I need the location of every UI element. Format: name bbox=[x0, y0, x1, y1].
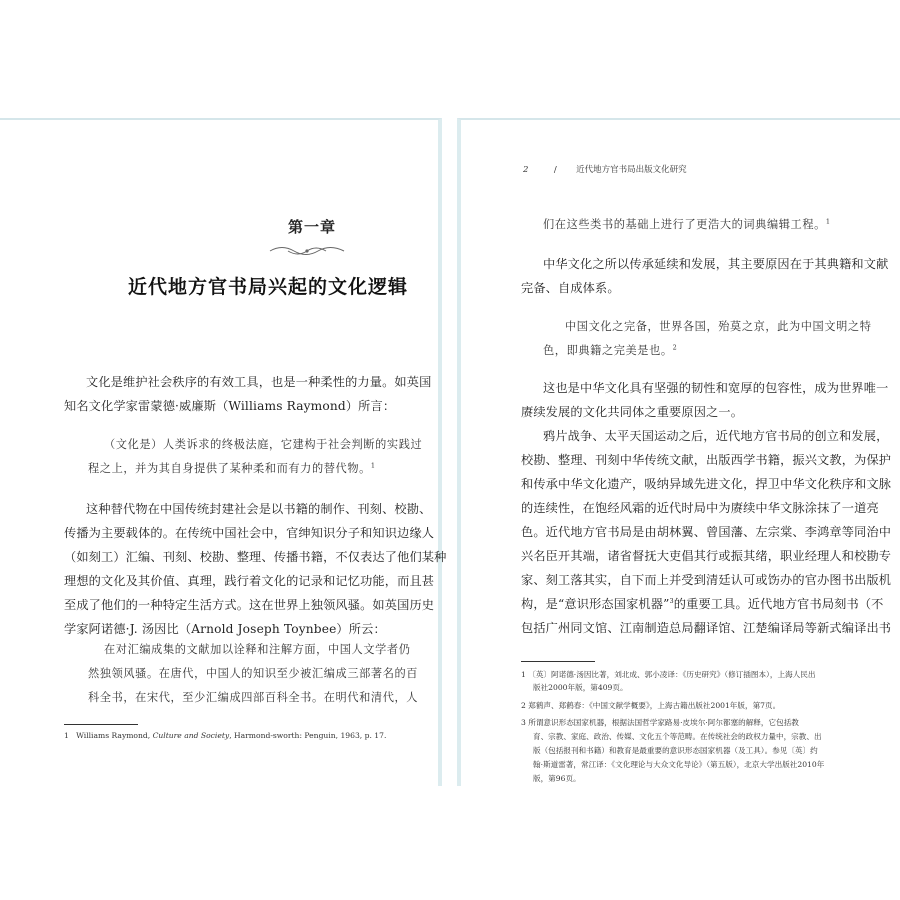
body-line: 传播为主要载体的。在传统中国社会中，官绅知识分子和知识边缘人 bbox=[64, 526, 435, 540]
body-line: 知名文化学家雷蒙德·威廉斯（Williams Raymond）所言： bbox=[64, 399, 396, 413]
footnote: 2 郑鹤声、郑鹤春：《中国文献学概要》，上海古籍出版社2001年版，第7页。 bbox=[521, 701, 781, 710]
chapter-title: 近代地方官书局兴起的文化逻辑 bbox=[128, 276, 409, 298]
body-line: 学家阿诺德·J. 汤因比（Arnold Joseph Toynbee）所云： bbox=[64, 622, 386, 636]
running-header: 2 / 近代地方官书局出版文化研究 bbox=[523, 165, 687, 175]
quote-line: 科全书，在宋代，至少汇编成四部百科全书。在明代和清代，人 bbox=[88, 691, 419, 704]
body-line: 文化是维护社会秩序的有效工具，也是一种柔性的力量。如英国 bbox=[86, 375, 432, 389]
body-line: 家、刻工落其实，自下而上并受到清廷认可或饬办的官办图书出版机 bbox=[521, 573, 892, 587]
footnote: 版社2000年版，第409页。 bbox=[533, 683, 628, 692]
footnote: 版，第96页。 bbox=[533, 774, 581, 783]
body-line: 校勘、整理、刊刻中华传统文献，出版西学书籍，振兴文教，为保护 bbox=[521, 453, 892, 467]
footnote: 1 〔英〕阿诺德·汤因比著，刘北成、郭小凌译：《历史研究》（修订插图本），上海人民出 bbox=[521, 670, 816, 679]
footnote: 翰·斯道雷著，常江译：《文化理论与大众文化导论》（第五版），北京大学出版社2010年 bbox=[533, 760, 825, 769]
quote-line: 中国文化之完备，世界各国，殆莫之京，此为中国文明之特 bbox=[565, 320, 872, 333]
body-line: 和传承中华文化遗产，吸纳异域先进文化，捍卫中华文化秩序和文脉 bbox=[521, 477, 892, 491]
left-page bbox=[0, 118, 447, 786]
running-title: 近代地方官书局出版文化研究 bbox=[576, 165, 687, 175]
quote-line: 们在这些类书的基础上进行了更浩大的词典编辑工程。$^1$ bbox=[543, 217, 831, 231]
body-line: 兴名臣开其端，诸省督抚大吏倡其行或振其绪，职业经理人和校勘专 bbox=[521, 549, 892, 563]
body-line: 完备、自成体系。 bbox=[521, 281, 620, 295]
footnote-rule bbox=[521, 661, 595, 662]
body-line: 中华文化之所以传承延续和发展，其主要原因在于其典籍和文献 bbox=[543, 257, 889, 271]
body-line: 包括广州同文馆、江南制造总局翻译馆、江楚编译局等新式编译出书 bbox=[521, 621, 892, 635]
footnote: 版（包括报刊和书籍）和教育是最重要的意识形态国家机器（及工具）。参见〔英〕约 bbox=[533, 746, 818, 755]
body-line: 这种替代物在中国传统封建社会是以书籍的制作、刊刻、校勘、 bbox=[86, 502, 432, 516]
ornament-divider-icon bbox=[268, 242, 346, 260]
body-line: 鸦片战争、太平天国运动之后，近代地方官书局的创立和发展， bbox=[543, 429, 889, 443]
footnote: 1 Williams Raymond, Culture and Society, Harmond-sworth: Penguin, 1963, p. 17. bbox=[64, 731, 387, 740]
body-line: （如刻工）汇编、刊刻、校勘、整理、传播书籍，不仅表达了他们某种 bbox=[64, 550, 447, 564]
footnote: 3 所谓意识形态国家机器，根据法国哲学家路易·皮埃尔·阿尔都塞的解释，它包括教 bbox=[521, 718, 799, 727]
quote-line: 在对汇编成集的文献加以诠释和注解方面，中国人文学者仍 bbox=[104, 643, 411, 656]
body-line: 理想的文化及其价值、真理，践行着文化的记录和记忆功能，而且甚 bbox=[64, 574, 435, 588]
footnote: 育、宗教、家庭、政治、传媒、文化五个等范畴。在传统社会的政权力量中，宗教、出 bbox=[533, 732, 822, 741]
quote-line: 色，即典籍之完美是也。$^2$ bbox=[543, 343, 678, 357]
body-line: 的连续性，在饱经风霜的近代时局中为赓续中华文脉涂抹了一道亮 bbox=[521, 501, 879, 515]
footnote-rule bbox=[64, 724, 138, 725]
body-line: 色。近代地方官书局是由胡林翼、曾国藩、左宗棠、李鸿章等同治中 bbox=[521, 525, 892, 539]
quote-line: （文化是）人类诉求的终极法庭，它建构于社会判断的实践过 bbox=[104, 438, 423, 451]
body-line: 这也是中华文化具有坚强的韧性和宽厚的包容性，成为世界唯一 bbox=[543, 381, 889, 395]
quote-line: 然独领风骚。在唐代，中国人的知识至少被汇编成三部著名的百 bbox=[88, 667, 419, 680]
footnote-ref: 1 bbox=[370, 461, 376, 470]
body-line: 至成了他们的一种特定生活方式。这在世界上独领风骚。如英国历史 bbox=[64, 598, 435, 612]
chapter-label: 第一章 bbox=[288, 218, 337, 236]
quote-line: 程之上，并为其自身提供了某种柔和而有力的替代物。$^1$ bbox=[88, 461, 376, 475]
body-line: 构，是“意识形态国家机器”$^3$的重要工具。近代地方官书局刻书（不 bbox=[521, 596, 884, 611]
body-line: 赓续发展的文化共同体之重要原因之一。 bbox=[521, 405, 744, 419]
right-page bbox=[457, 118, 900, 786]
book-gutter bbox=[446, 118, 457, 786]
page-number: 2 bbox=[523, 165, 529, 175]
